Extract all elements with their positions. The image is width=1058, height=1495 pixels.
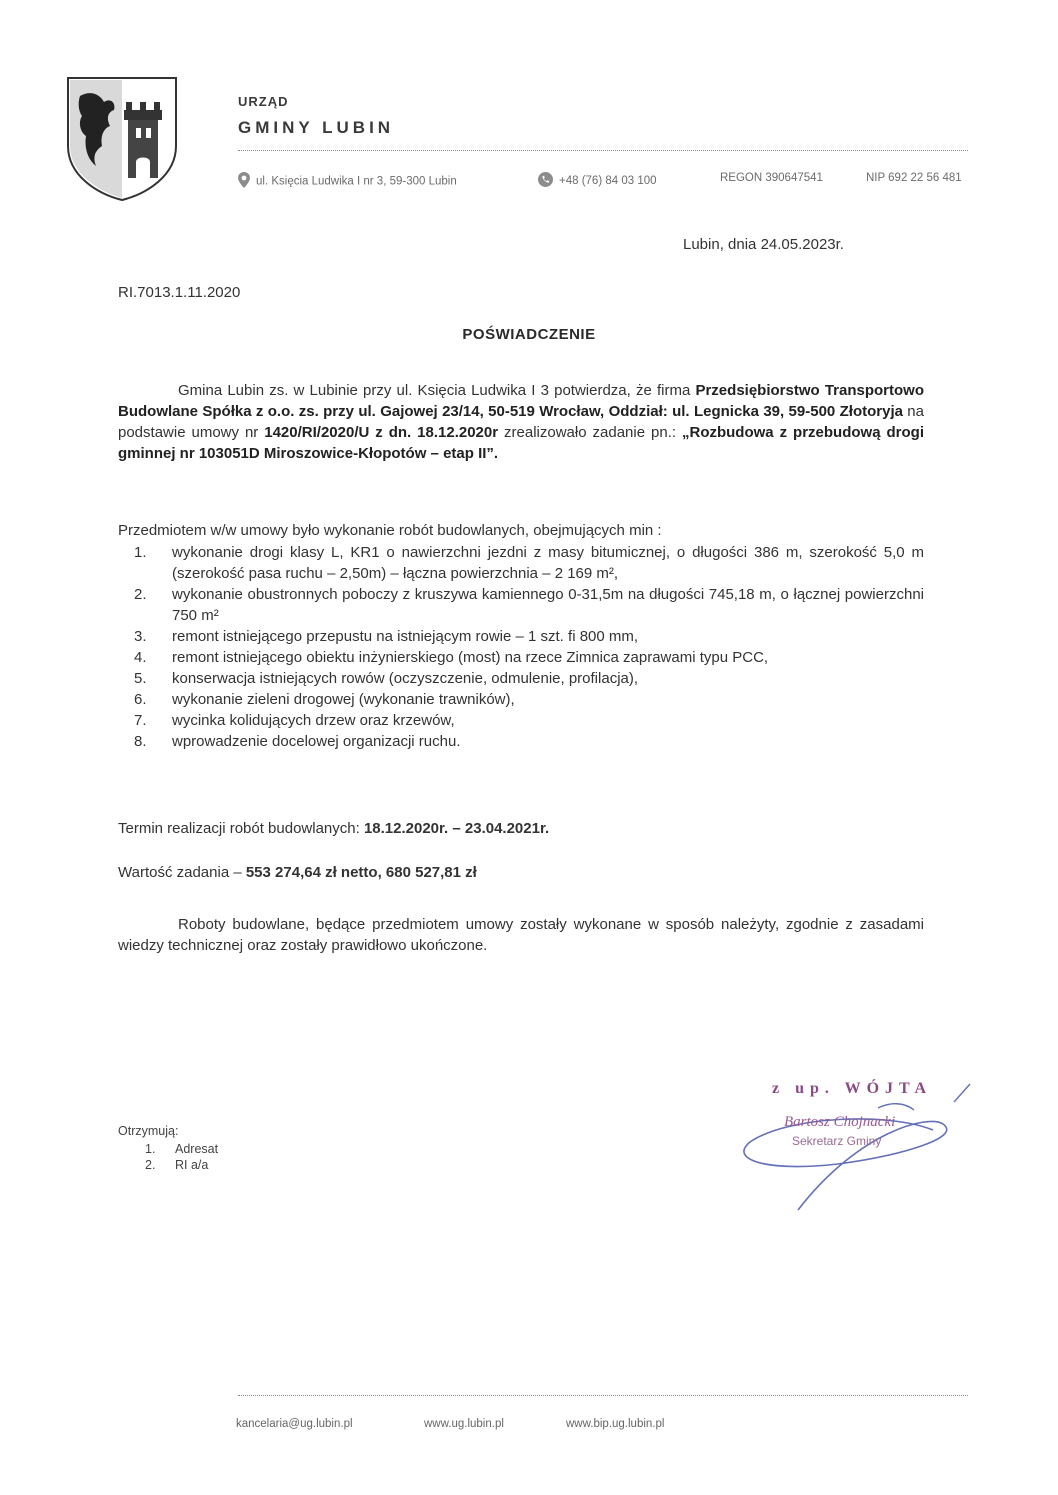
task-name: „Rozbudowa z przebudową drogi gminnej nr 103051D Miroszowice-Kłopotów – etap II”. xyxy=(118,424,924,462)
certification-paragraph: Gmina Lubin zs. w Lubinie przy ul. Księcia Ludwika I 3 potwierdza, że firma Przedsiębiorstwo Transportowo Budowlane Spółka z o.o. zs. przy ul. Gajowej 23/14, 50-519 Wrocław, Oddział: ul. Legnicka 39, 59-500 Złotoryja na podstawie umowy nr 1420/RI/2020/U z dn. 18.12.2020r zrealizowało zadanie pn.: „Rozbudowa z przebudową drogi gminnej nr 103051D Miroszowice-Kłopotów – etap II”. xyxy=(118,382,924,462)
stamp-title: z up. WÓJTA xyxy=(772,1080,933,1097)
address-block xyxy=(238,172,457,191)
list-item: 7. wycinka kolidujących drzew oraz krzewów, xyxy=(134,712,455,729)
recipients-title: Otrzymują: xyxy=(118,1124,179,1138)
regon-text: REGON 390647541 xyxy=(720,172,823,184)
value-line: Wartość zadania – 553 274,64 zł netto, 680 527,81 zł xyxy=(118,864,477,881)
phone-block xyxy=(538,172,657,190)
list-item: 6. wykonanie zieleni drogowej (wykonanie trawników), xyxy=(134,691,515,708)
org-name-line2: GMINY LUBIN xyxy=(238,118,395,137)
term-line: Termin realizacji robót budowlanych: 18.12.2020r. – 23.04.2021r. xyxy=(118,820,550,837)
list-item: 2. wykonanie obustronnych poboczy z kruszywa kamiennego 0-31,5m na długości 745,18 m, o łącznej powierzchni 750 m² xyxy=(134,586,924,624)
contractor-name: Przedsiębiorstwo Transportowo Budowlane Spółka z o.o. zs. przy ul. Gajowej 23/14, 50-519 Wrocław, Oddział: ul. Legnicka 39, 59-500 Złotoryja xyxy=(118,382,924,420)
stamp-name: Bartosz Chojnacki xyxy=(784,1114,896,1130)
footer-bip[interactable]: www.bip.ug.lubin.pl xyxy=(566,1418,665,1430)
stamp-role: Sekretarz Gminy xyxy=(792,1134,882,1148)
list-item: 3. remont istniejącego przepustu na istniejącym rowie – 1 szt. fi 800 mm, xyxy=(134,628,639,645)
footer-email[interactable]: kancelaria@ug.lubin.pl xyxy=(236,1418,353,1430)
header-divider xyxy=(238,150,968,151)
closing-paragraph: Roboty budowlane, będące przedmiotem umowy zostały wykonane w sposób należyty, zgodnie z zasadami wiedzy technicznej oraz zostały prawidłowo ukończone. xyxy=(118,916,924,954)
list-item: 4. remont istniejącego obiektu inżynierskiego (most) na rzece Zimnica zaprawami typu PCC, xyxy=(134,649,769,666)
address-text: ul. Księcia Ludwika I nr 3, 59-300 Lubin xyxy=(256,175,457,188)
nip-text: NIP 692 22 56 481 xyxy=(866,172,962,184)
scope-list xyxy=(118,542,924,752)
value-amount: 553 274,64 zł netto, 680 527,81 zł xyxy=(245,864,477,881)
list-item: 5. konserwacja istniejących rowów (oczyszczenie, odmulenie, profilacja), xyxy=(134,670,639,687)
recipient-item: 2. RI a/a xyxy=(145,1158,209,1172)
footer-www[interactable]: www.ug.lubin.pl xyxy=(424,1418,504,1430)
coat-of-arms-icon xyxy=(66,76,178,202)
map-pin-icon xyxy=(238,172,250,191)
recipient-item: 1. Adresat xyxy=(145,1142,219,1156)
contract-number: 1420/RI/2020/U z dn. 18.12.2020r xyxy=(264,424,499,441)
list-item: 8. wprowadzenie docelowej organizacji ruchu. xyxy=(134,733,461,750)
scope-intro: Przedmiotem w/w umowy było wykonanie robót budowlanych, obejmujących min : xyxy=(118,522,662,539)
phone-icon xyxy=(538,172,553,190)
phone-text: +48 (76) 84 03 100 xyxy=(559,175,657,188)
case-number: RI.7013.1.11.2020 xyxy=(118,284,241,301)
letter-date: Lubin, dnia 24.05.2023r. xyxy=(683,236,844,253)
list-item: 1. wykonanie drogi klasy L, KR1 o nawierzchni jezdni z masy bitumicznej, o długości 386 m, szerokość 5,0 m (szerokość pasa ruchu – 2,50m) – łączna powierzchnia – 2 169 m², xyxy=(134,544,924,582)
footer-divider xyxy=(238,1395,968,1396)
org-name-line1: URZĄD xyxy=(238,94,289,109)
term-value: 18.12.2020r. – 23.04.2021r. xyxy=(363,820,550,837)
document-title: POŚWIADCZENIE xyxy=(462,326,596,343)
